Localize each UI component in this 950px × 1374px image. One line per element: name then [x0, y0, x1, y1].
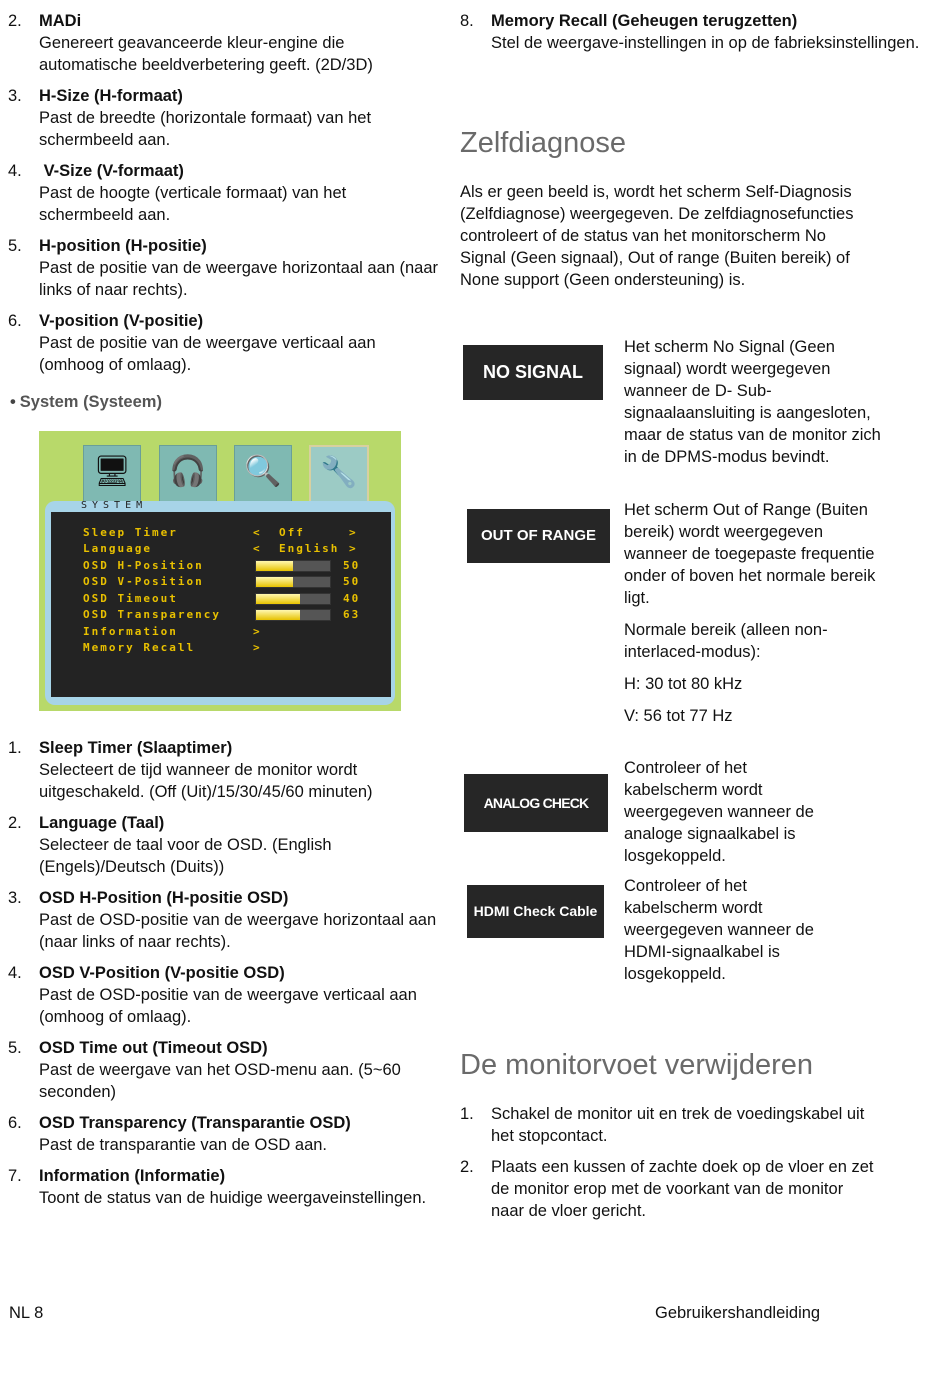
item-title: OSD Time out (Timeout OSD)	[39, 1039, 268, 1057]
hdmi-check-cable-badge: HDMI Check Cable	[467, 885, 604, 938]
list-item: 5. OSD Time out (Timeout OSD) Past de weergave van het OSD-menu aan. (5~60 seconden)	[8, 1037, 438, 1103]
list-item: 3. OSD H-Position (H-positie OSD) Past de OSD-positie van de weergave horizontaal aan (naar links of naar rechts).	[8, 889, 437, 951]
osd-arrow-left: <	[253, 526, 262, 539]
item-desc: Past de hoogte (verticale formaat) van het schermbeeld aan.	[39, 184, 347, 224]
analog-check-cable-badge: ANALOG CHECK CABLE	[464, 774, 608, 832]
item-title: OSD V-Position (V-positie OSD)	[39, 964, 285, 982]
osd-arrow-right: >	[349, 526, 358, 539]
h-range-text: H: 30 tot 80 kHz	[624, 675, 743, 693]
item-desc: Past de weergave van het OSD-menu aan. (5~60 seconden)	[39, 1061, 401, 1101]
item-desc: Stel de weergave-instellingen in op de fabrieksinstellingen.	[491, 34, 920, 52]
item-desc: Past de OSD-positie van de weergave horizontaal aan (naar links of naar rechts).	[39, 911, 437, 951]
list-item: 2. Plaats een kussen of zachte doek op de vloer en zet de monitor erop met de voorkant van de monitor naar de vloer gericht.	[460, 1156, 880, 1222]
left-column	[8, 10, 438, 1218]
footer-title: Gebruikershandleiding	[655, 1304, 821, 1322]
list-item: 6. OSD Transparency (Transparantie OSD) Past de transparantie van de OSD aan.	[8, 1112, 438, 1156]
list-item: 7. Information (Informatie) Toont de status van de huidige weergaveinstellingen.	[8, 1165, 438, 1209]
osd-row-label: OSD Timeout	[83, 592, 178, 605]
osd-row-label: Language	[83, 542, 152, 555]
out-of-range-text: Het scherm Out of Range (Buiten bereik) wordt weergegeven wanneer de toegepaste frequentie onder of boven het normale bereik ligt.	[624, 501, 876, 607]
analog-cable-text: Controleer of het kabelscherm wordt weergegeven wanneer de analoge signaalkabel is losgekoppeld.	[624, 759, 814, 865]
item-desc: Selecteer de taal voor de OSD. (English (Engels)/Deutsch (Duits))	[39, 836, 332, 876]
osd-arrow-left: <	[253, 542, 262, 555]
page-number: NL 8	[9, 1304, 44, 1322]
right-column	[460, 10, 930, 1220]
list-item: 2. Language (Taal) Selecteer de taal voor de OSD. (English (Engels)/Deutsch (Duits))	[8, 812, 438, 878]
item-title: V-position (V-positie)	[39, 312, 204, 330]
osd-row-label: Sleep Timer	[83, 526, 178, 539]
osd-row-label: OSD H-Position	[83, 559, 204, 572]
osd-panel-title: SYSTEM	[81, 500, 148, 511]
no-signal-text: Het scherm No Signal (Geen signaal) wordt weergegeven wanneer de D- Sub-signaalaansluiting is aangesloten, maar de status van de monitor zich in de DPMS-modus bevindt.	[624, 338, 881, 466]
v-range-text: V: 56 tot 77 Hz	[624, 707, 733, 725]
item-desc: Toont de status van de huidige weergaveinstellingen.	[39, 1189, 427, 1207]
osd-row-label: Information	[83, 625, 178, 638]
step-text: Schakel de monitor uit en trek de voedingskabel uit het stopcontact.	[491, 1105, 865, 1145]
list-item: 4. OSD V-Position (V-positie OSD) Past de OSD-positie van de weergave verticaal aan (omhoog of omlaag).	[8, 962, 438, 1028]
item-desc: Past de OSD-positie van de weergave verticaal aan (omhoog of omlaag).	[39, 986, 417, 1026]
item-title: Information (Informatie)	[39, 1167, 226, 1185]
bullet-icon: •	[10, 393, 16, 411]
system-subheading: • System (Systeem)	[10, 393, 162, 411]
item-title: OSD Transparency (Transparantie OSD)	[39, 1114, 351, 1132]
item-title: Sleep Timer (Slaaptimer)	[39, 739, 233, 757]
osd-screen	[51, 512, 391, 697]
out-of-range-badge: OUT OF RANGE	[467, 509, 610, 563]
no-signal-badge: NO SIGNAL	[463, 345, 603, 400]
osd-row-label: OSD Transparency	[83, 608, 221, 621]
section-heading-monitorvoet: De monitorvoet verwijderen	[460, 1049, 813, 1081]
osd-arrow-right: >	[253, 625, 262, 638]
list-item: 1. Sleep Timer (Slaaptimer) Selecteert de tijd wanneer de monitor wordt uitgeschakeld. (Off (Uit)/15/30/45/60 minuten)	[8, 737, 438, 803]
osd-row-value: Off	[279, 526, 305, 539]
tools-icon: 🔧	[309, 445, 369, 505]
osd-row-value: 63	[343, 608, 361, 621]
osd-row-value: English	[279, 542, 340, 555]
osd-level-bar	[255, 593, 331, 605]
osd-panel	[45, 501, 395, 705]
list-item: 8. Memory Recall (Geheugen terugzetten) Stel de weergave-instellingen in op de fabrieksinstellingen.	[460, 10, 930, 54]
item-title: Memory Recall (Geheugen terugzetten)	[491, 12, 798, 30]
zelfdiagnose-intro: Als er geen beeld is, wordt het scherm Self-Diagnosis (Zelfdiagnose) weergegeven. De zelfdiagnosefuncties controleert of de status van het monitorscherm No Signal (Geen signaal), Out of range (Buiten bereik) of None support (Geen ondersteuning) is.	[460, 183, 854, 289]
list-item: 5. H-position (H-positie) Past de positie van de weergave horizontaal aan (naar links of naar rechts).	[8, 237, 439, 299]
osd-system-menu-image	[39, 431, 401, 711]
item-desc: Past de breedte (horizontale formaat) van het schermbeeld aan.	[39, 109, 372, 149]
list-item: 3. H-Size (H-formaat) Past de breedte (horizontale formaat) van het schermbeeld aan.	[8, 85, 438, 151]
osd-arrow-right: >	[349, 542, 358, 555]
osd-row-value: 40	[343, 592, 361, 605]
osd-arrow-right: >	[253, 641, 262, 654]
monitor-icon: 🖥	[83, 445, 141, 503]
osd-row-label: OSD V-Position	[83, 575, 204, 588]
magnifier-icon: 🔍	[234, 445, 292, 503]
system-list	[8, 737, 438, 1209]
section-heading-zelfdiagnose: Zelfdiagnose	[460, 127, 627, 159]
item-desc: Past de transparantie van de OSD aan.	[39, 1136, 328, 1154]
list-item: 4. V-Size (V-formaat) Past de hoogte (verticale formaat) van het schermbeeld aan.	[8, 160, 438, 226]
item-title: H-Size (H-formaat)	[39, 87, 183, 105]
list-item: 2. MADi Genereert geavanceerde kleur-engine die automatische beeldverbetering geeft. (2D/3D)	[8, 10, 438, 76]
item-title: OSD H-Position (H-positie OSD)	[39, 889, 289, 907]
item-title: MADi	[39, 12, 82, 30]
item-desc: Past de positie van de weergave horizontaal aan (naar links of naar rechts).	[39, 259, 439, 299]
hdmi-cable-text: Controleer of het kabelscherm wordt weergegeven wanneer de HDMI-signaalkabel is losgekoppeld.	[624, 877, 814, 983]
osd-level-bar	[255, 609, 331, 621]
list-item: 1. Schakel de monitor uit en trek de voedingskabel uit het stopcontact.	[460, 1103, 880, 1147]
osd-row-label: Memory Recall	[83, 641, 196, 654]
audio-icon: 🎧	[159, 445, 217, 503]
osd-row-value: 50	[343, 559, 361, 572]
item-desc: Past de positie van de weergave verticaal aan (omhoog of omlaag).	[39, 334, 376, 374]
osd-level-bar	[255, 560, 331, 572]
osd-level-bar	[255, 576, 331, 588]
step-text: Plaats een kussen of zachte doek op de vloer en zet de monitor erop met de voorkant van de monitor naar de vloer gericht.	[491, 1158, 874, 1220]
item-title: V-Size (V-formaat)	[39, 162, 184, 180]
normal-range-text: Normale bereik (alleen non-interlaced-modus):	[624, 621, 828, 661]
feature-list-right	[460, 10, 930, 54]
item-desc: Genereert geavanceerde kleur-engine die automatische beeldverbetering geeft. (2D/3D)	[39, 34, 373, 74]
item-title: Language (Taal)	[39, 814, 165, 832]
monitorvoet-steps	[460, 1103, 880, 1231]
list-item: 6. V-position (V-positie) Past de positie van de weergave verticaal aan (omhoog of omlaag).	[8, 310, 438, 376]
feature-list-top	[8, 10, 438, 376]
item-desc: Selecteert de tijd wanneer de monitor wordt uitgeschakeld. (Off (Uit)/15/30/45/60 minuten)	[39, 761, 373, 801]
osd-row-value: 50	[343, 575, 361, 588]
item-title: H-position (H-positie)	[39, 237, 207, 255]
